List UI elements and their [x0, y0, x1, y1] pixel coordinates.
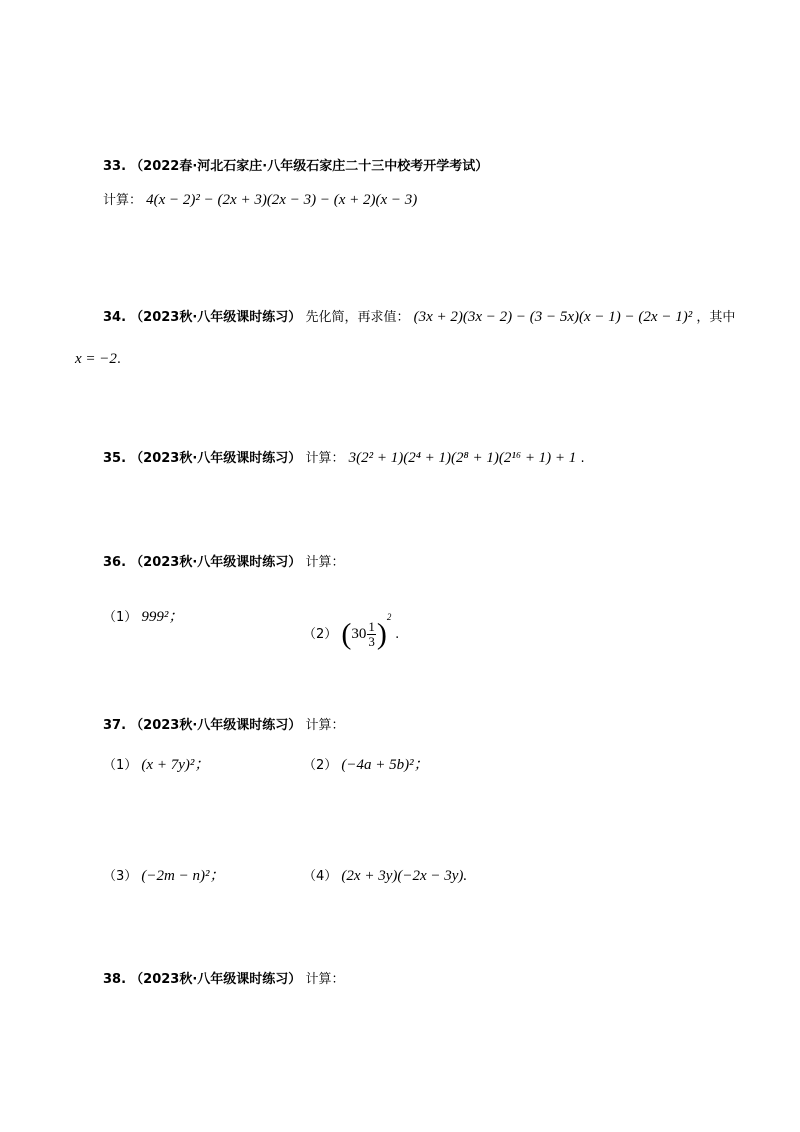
problem-36-header — [103, 553, 344, 573]
problem-number: 33. — [103, 159, 127, 174]
fraction-denominator: 3 — [368, 634, 375, 650]
problem-lead: 计算： — [103, 193, 143, 208]
problem-34-header — [103, 307, 735, 328]
fraction-numerator: 1 — [368, 619, 375, 635]
problem-36-part-2 — [303, 594, 399, 658]
problem-33-header — [103, 157, 488, 177]
problem-35-header — [103, 448, 585, 469]
problem-source: （2023秋·八年级课时练习） — [130, 555, 302, 570]
problem-lead: 计算： — [305, 972, 345, 987]
part-tail: . — [395, 627, 400, 642]
problem-lead: 计算： — [305, 555, 345, 570]
problem-source: （2023秋·八年级课时练习） — [130, 310, 302, 325]
problem-33-body — [103, 190, 417, 211]
part-label: （3） — [103, 869, 138, 884]
problem-lead: 计算： — [305, 451, 345, 466]
problem-37-part-1 — [103, 755, 209, 776]
problem-source: （2022春·河北石家庄·八年级石家庄二十三中校考开学考试） — [130, 159, 489, 174]
problem-number: 34. — [103, 310, 127, 325]
part-label: （2） — [303, 627, 338, 642]
problem-lead: 计算： — [305, 718, 345, 733]
left-paren: ( — [341, 617, 352, 651]
problem-source: （2023秋·八年级课时练习） — [130, 972, 302, 987]
part-label: （1） — [103, 758, 138, 773]
problem-source: （2023秋·八年级课时练习） — [130, 718, 302, 733]
fraction — [367, 620, 376, 649]
condition-expression: x = −2 — [75, 351, 117, 367]
part-expression: (x + 7y)²； — [141, 757, 210, 773]
problem-number: 38. — [103, 972, 127, 987]
problem-lead: 先化简，再求值： — [305, 310, 410, 325]
exponent: 2 — [386, 612, 392, 622]
part-expression: (−2m − n)²； — [141, 868, 225, 884]
problem-number: 37. — [103, 718, 127, 733]
problem-number: 36. — [103, 555, 127, 570]
problem-37-part-3 — [103, 866, 225, 887]
part-expression: (−4a + 5b)²； — [341, 757, 429, 773]
problem-37-header — [103, 716, 344, 736]
part-expression: (2x + 3y)(−2x − 3y). — [341, 868, 468, 884]
problem-37-part-4 — [303, 866, 467, 887]
problem-37-part-2 — [303, 755, 429, 776]
problem-34-condition — [75, 349, 121, 370]
math-expression: 4(x − 2)² − (2x + 3)(2x − 3) − (x + 2)(x − 3) — [146, 192, 418, 208]
right-paren: ) — [376, 617, 387, 651]
problem-tail: ，其中 — [696, 310, 736, 325]
part-expression: 999²； — [141, 609, 184, 625]
condition-tail: . — [116, 352, 122, 367]
part-label: （2） — [303, 758, 338, 773]
problem-38-header — [103, 970, 344, 990]
mixed-number-expression — [341, 612, 395, 651]
math-expression: 3(2² + 1)(2⁴ + 1)(2⁸ + 1)(2¹⁶ + 1) + 1 — [348, 450, 577, 466]
part-label: （1） — [103, 610, 138, 625]
problem-tail: . — [580, 451, 585, 466]
whole-part: 30 — [351, 626, 367, 642]
problem-number: 35. — [103, 451, 127, 466]
part-label: （4） — [303, 869, 338, 884]
math-expression: (3x + 2)(3x − 2) − (3 − 5x)(x − 1) − (2x − 1)² — [413, 309, 693, 325]
problem-source: （2023秋·八年级课时练习） — [130, 451, 302, 466]
problem-36-part-1 — [103, 607, 183, 628]
